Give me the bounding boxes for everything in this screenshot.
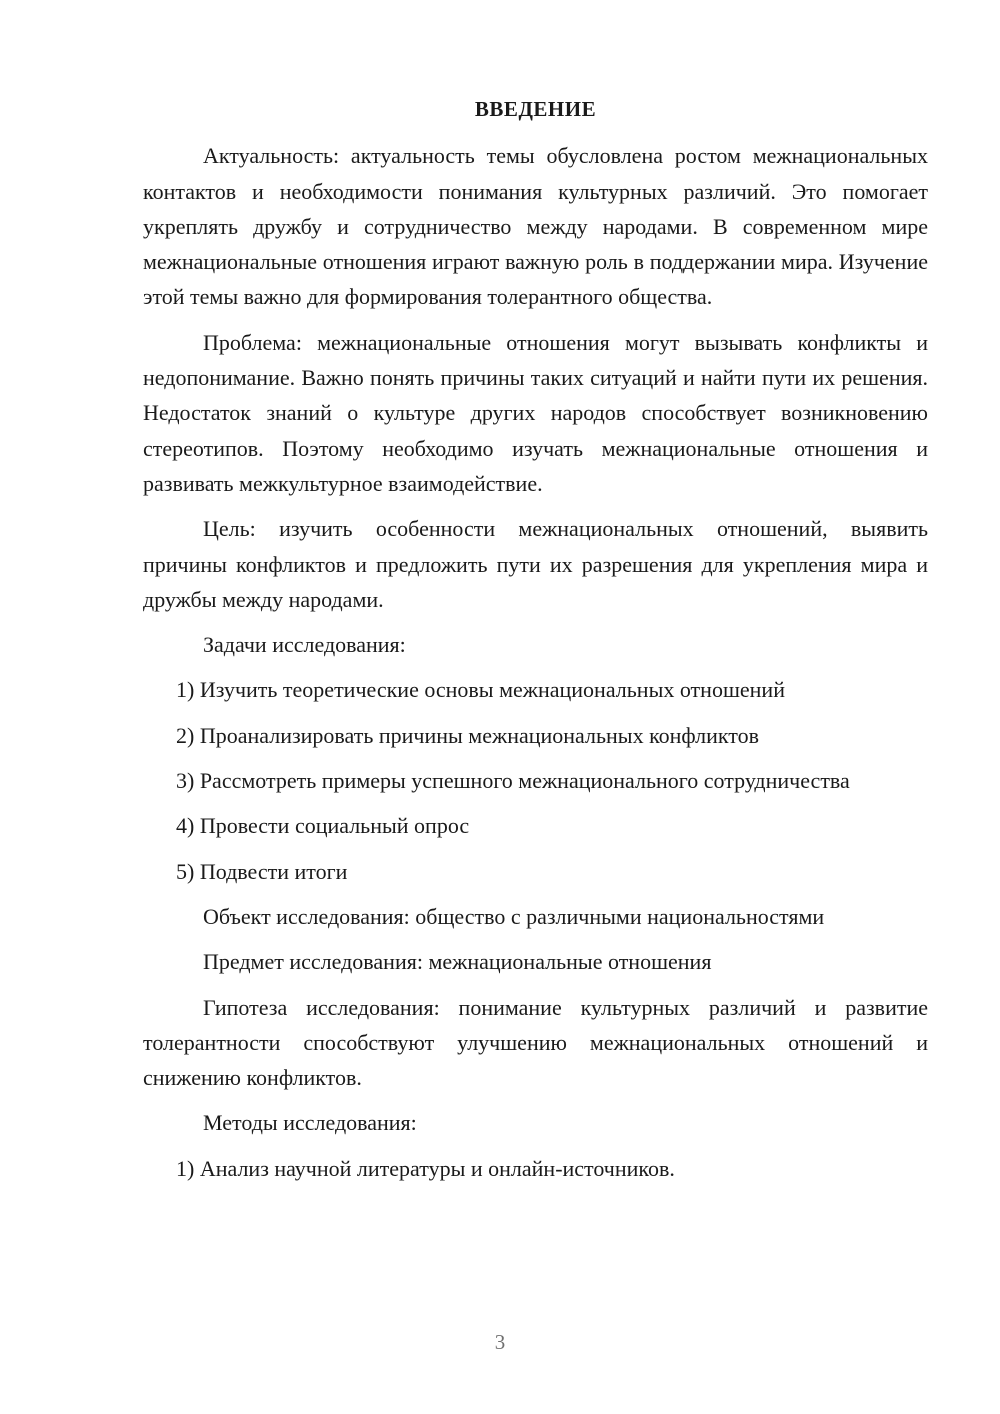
relevance-paragraph: Актуальность: актуальность темы обусловлена ростом межнациональных контактов и необходимости понимания культурных различий. Это помогает укреплять дружбу и сотрудничество между народами. В современном мире межнациональные отношения играют важную роль в поддержании мира. Изучение этой темы важно для формирования толерантного общества. [143, 143, 928, 310]
goal-paragraph: Цель: изучить особенности межнациональных отношений, выявить причины конфликтов и предложить пути их разрешения для укрепления мира и дружбы между народами. [143, 516, 928, 612]
method-item-1: 1) Анализ научной литературы и онлайн-источников. [176, 1155, 675, 1181]
problem-paragraph: Проблема: межнациональные отношения могут вызывать конфликты и недопонимание. Важно понять причины таких ситуаций и найти пути их решения. Недостаток знаний о культуре других народов способствует возникновению стереотипов. Поэтому необходимо изучать межнациональные отношения и развивать межкультурное взаимодействие. [143, 329, 928, 496]
tasks-heading: Задачи исследования: [203, 632, 406, 658]
task-item-5: 5) Подвести итоги [176, 858, 348, 884]
document-page [143, 92, 928, 1196]
task-item-3: 3) Рассмотреть примеры успешного межнационального сотрудничества [176, 768, 850, 794]
subject-line: Предмет исследования: межнациональные отношения [203, 949, 712, 975]
object-line: Объект исследования: общество с различными национальностями [203, 903, 825, 929]
page-number: 3 [494, 1330, 506, 1354]
methods-heading: Методы исследования: [203, 1110, 417, 1136]
task-item-4: 4) Провести социальный опрос [176, 813, 470, 839]
task-item-1: 1) Изучить теоретические основы межнациональных отношений [176, 677, 785, 703]
section-title: ВВЕДЕНИЕ [474, 97, 597, 121]
task-item-2: 2) Проанализировать причины межнациональных конфликтов [176, 722, 759, 748]
hypothesis-paragraph: Гипотеза исследования: понимание культурных различий и развитие толерантности способствуют улучшению межнациональных отношений и снижению конфликтов. [143, 994, 928, 1091]
